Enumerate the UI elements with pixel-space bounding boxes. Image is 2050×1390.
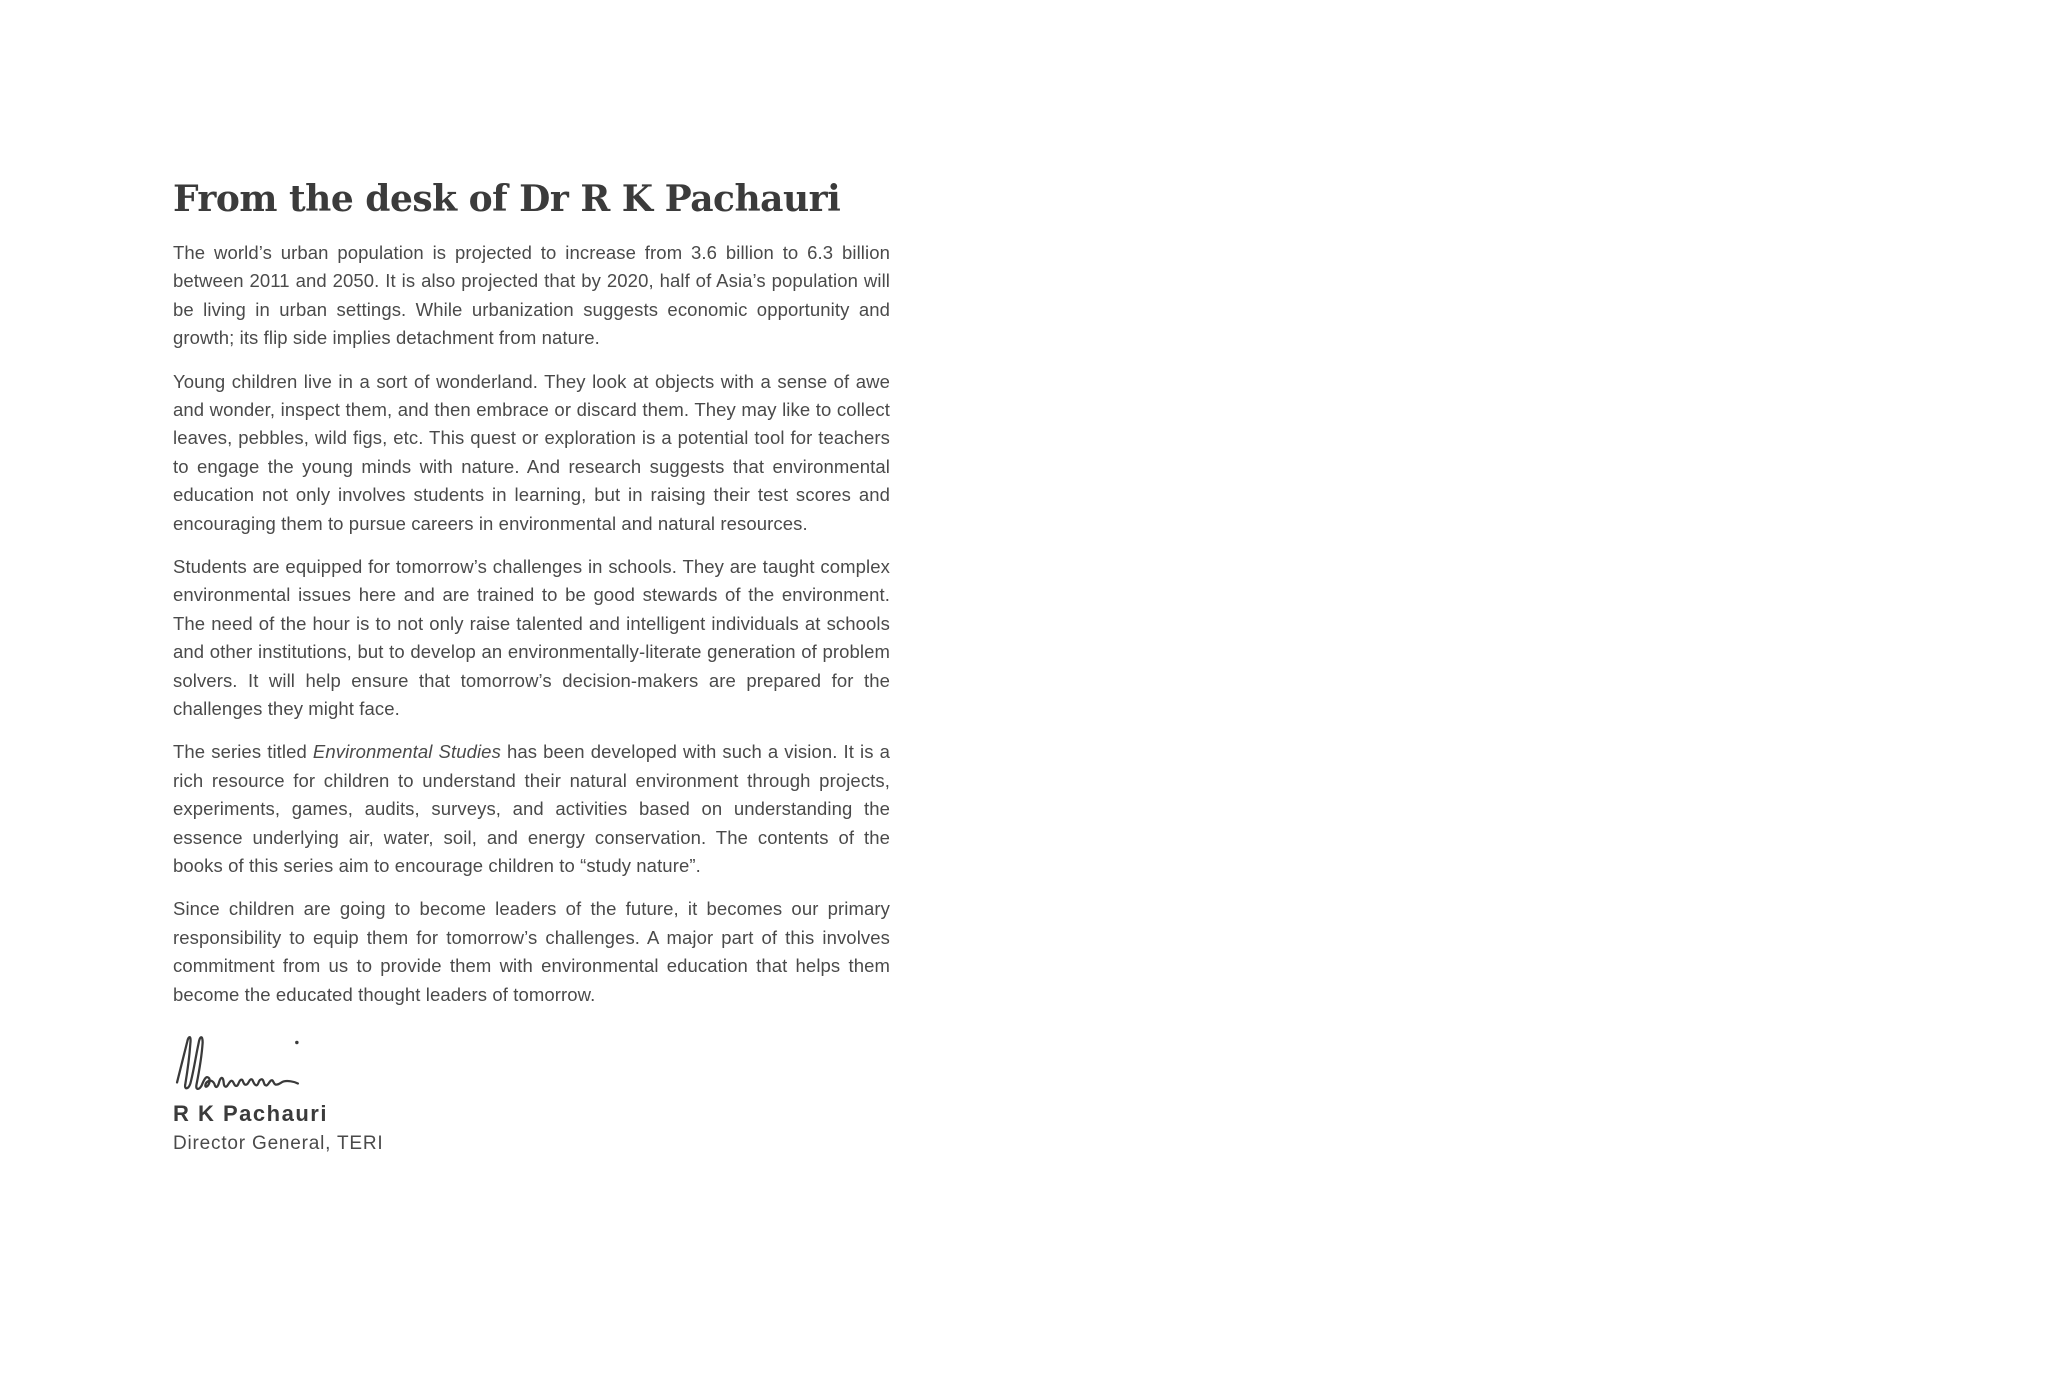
letter-paragraph-3: Students are equipped for tomorrow’s challenges in schools. They are taught complex environmental issues here and are trained to be good stewards of the environment. The need of the hour is to not only raise talented and intelligent individuals at schools and other institutions, but to develop an environmentally-literate generation of problem solvers. It will help ensure that tomorrow’s decision-makers are prepared for the challenges they might face. [173, 555, 890, 719]
series-intro-text: The series titled [173, 741, 313, 763]
series-outro-text: has been developed with such a vision. It is a rich resource for children to understand their natural environment through projects, experiments, games, audits, surveys, and activities based on understanding the essence underlying air, water, soil, and energy conservation. The contents of the books of this series aim to encourage children to “study nature”. [173, 741, 890, 876]
signature-block [173, 1031, 890, 1155]
letter-paragraph-4 [173, 738, 890, 880]
series-title-italic: Environmental Studies [312, 741, 501, 763]
signatory-role: Director General, TERI [173, 1133, 384, 1155]
content-column [173, 180, 890, 1155]
signature-scribble [175, 1031, 303, 1095]
page-title: From the desk of Dr R K Pachauri [173, 178, 841, 220]
letter-paragraph-1: The world’s urban population is projected to increase from 3.6 billion to 6.3 billion between 2011 and 2050. It is also projected that by 2020, half of Asia’s population will be living in urban settings. While urbanization suggests economic opportunity and growth; its flip side implies detachment from nature. [173, 241, 890, 349]
letter-paragraph-5: Since children are going to become leaders of the future, it becomes our primary responsibility to equip them for tomorrow’s challenges. A major part of this involves commitment from us to provide them with environmental education that helps them become the educated thought leaders of tomorrow. [173, 898, 890, 1005]
letter-paragraph-2: Young children live in a sort of wonderland. They look at objects with a sense of awe and wonder, inspect them, and then embrace or discard them. They may like to collect leaves, pebbles, wild figs, etc. This quest or exploration is a potential tool for teachers to engage the young minds with nature. And research suggests that environmental education not only involves students in learning, but in raising their test scores and encouraging them to pursue careers in environmental and natural resources. [173, 370, 890, 534]
signatory-name: R K Pachauri [173, 1101, 328, 1127]
